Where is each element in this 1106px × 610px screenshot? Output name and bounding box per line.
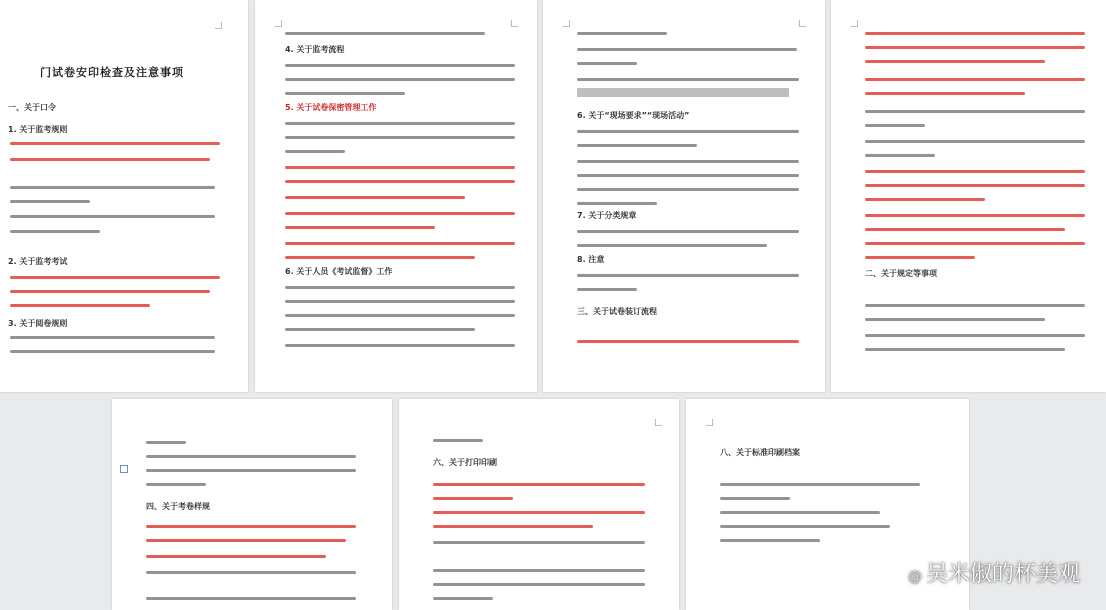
text-line bbox=[865, 256, 975, 259]
text-line bbox=[285, 196, 465, 199]
text-line bbox=[577, 230, 799, 233]
text-line bbox=[865, 228, 1065, 231]
document-page-2 bbox=[255, 0, 537, 392]
text-line bbox=[577, 78, 799, 81]
section-heading: 5. 关于试卷保密管理工作 bbox=[285, 103, 377, 112]
text-line bbox=[577, 48, 797, 51]
section-heading: 二、关于规定等事项 bbox=[865, 269, 937, 278]
page-corner-mark bbox=[851, 20, 858, 27]
text-line bbox=[146, 539, 346, 542]
text-line bbox=[433, 439, 483, 442]
text-line bbox=[865, 78, 1085, 81]
text-line bbox=[577, 174, 799, 177]
text-line bbox=[577, 62, 637, 65]
text-line bbox=[433, 541, 645, 544]
text-line bbox=[720, 483, 920, 486]
page-corner-mark bbox=[799, 20, 806, 27]
text-line bbox=[285, 166, 515, 169]
text-line bbox=[865, 198, 985, 201]
text-line bbox=[865, 60, 1045, 63]
text-line bbox=[146, 483, 206, 486]
text-line bbox=[577, 340, 799, 343]
text-line bbox=[285, 212, 515, 215]
watermark-text: 吴米俶的杯美观 bbox=[925, 562, 1080, 587]
text-line bbox=[865, 318, 1045, 321]
text-line bbox=[10, 290, 210, 293]
text-line bbox=[285, 92, 405, 95]
text-line bbox=[285, 180, 515, 183]
section-heading: 4. 关于监考流程 bbox=[285, 45, 345, 54]
text-line bbox=[577, 144, 697, 147]
watermark-at-symbol: @ bbox=[907, 569, 922, 585]
text-line bbox=[10, 215, 215, 218]
document-page-4 bbox=[831, 0, 1106, 392]
text-line bbox=[433, 583, 645, 586]
text-line bbox=[865, 214, 1085, 217]
text-line bbox=[10, 200, 90, 203]
text-line bbox=[865, 92, 1025, 95]
text-line bbox=[865, 334, 1085, 337]
page-corner-mark bbox=[563, 20, 570, 27]
text-line bbox=[577, 32, 667, 35]
text-line bbox=[285, 32, 485, 35]
text-line bbox=[577, 202, 657, 205]
text-line bbox=[577, 160, 799, 163]
document-page-5 bbox=[112, 399, 392, 610]
section-heading: 八、关于标准印刷档案 bbox=[720, 448, 800, 457]
text-line bbox=[577, 188, 799, 191]
text-line bbox=[285, 122, 515, 125]
text-line bbox=[865, 348, 1065, 351]
page-corner-mark bbox=[275, 20, 282, 27]
text-line bbox=[285, 344, 515, 347]
text-line bbox=[433, 483, 645, 486]
text-line bbox=[865, 46, 1085, 49]
text-line bbox=[146, 441, 186, 444]
text-line bbox=[433, 597, 493, 600]
text-line bbox=[285, 150, 345, 153]
text-line bbox=[577, 130, 799, 133]
page-corner-mark bbox=[511, 20, 518, 27]
text-line bbox=[865, 242, 1085, 245]
text-line bbox=[577, 288, 637, 291]
text-line bbox=[146, 555, 326, 558]
text-line bbox=[720, 525, 890, 528]
highlighted-text bbox=[577, 88, 789, 97]
text-line bbox=[433, 511, 645, 514]
text-line bbox=[285, 314, 515, 317]
text-line bbox=[865, 170, 1085, 173]
text-line bbox=[720, 539, 820, 542]
text-line bbox=[865, 304, 1085, 307]
text-line bbox=[720, 511, 880, 514]
text-line bbox=[285, 64, 515, 67]
text-line bbox=[285, 226, 435, 229]
text-line bbox=[10, 142, 220, 145]
document-page-6 bbox=[399, 399, 679, 610]
text-line bbox=[285, 78, 515, 81]
watermark bbox=[908, 557, 1080, 588]
section-heading: 6. 关于“现场要求”“现场活动” bbox=[577, 111, 690, 120]
page-title: 门试卷安印检查及注意事项 bbox=[40, 66, 184, 79]
text-line bbox=[865, 154, 935, 157]
text-line bbox=[577, 244, 767, 247]
text-line bbox=[865, 184, 1085, 187]
page-corner-mark bbox=[120, 465, 128, 473]
section-heading: 6. 关于人员《考试监督》工作 bbox=[285, 267, 393, 276]
section-heading: 7. 关于分类规章 bbox=[577, 211, 637, 220]
text-line bbox=[10, 230, 100, 233]
section-heading: 一、关于口令 bbox=[8, 103, 56, 112]
text-line bbox=[146, 469, 356, 472]
text-line bbox=[10, 336, 215, 339]
text-line bbox=[146, 597, 356, 600]
section-heading: 四、关于考卷样规 bbox=[146, 502, 210, 511]
text-line bbox=[865, 32, 1085, 35]
text-line bbox=[146, 571, 356, 574]
text-line bbox=[865, 124, 925, 127]
text-line bbox=[285, 136, 515, 139]
text-line bbox=[285, 300, 515, 303]
text-line bbox=[10, 350, 215, 353]
page-corner-mark bbox=[215, 22, 222, 29]
section-heading: 3. 关于阅卷规则 bbox=[8, 319, 68, 328]
text-line bbox=[865, 140, 1085, 143]
text-line bbox=[10, 276, 220, 279]
text-line bbox=[10, 186, 215, 189]
page-corner-mark bbox=[706, 419, 713, 426]
section-heading: 1. 关于监考规则 bbox=[8, 125, 68, 134]
page-corner-mark bbox=[655, 419, 662, 426]
document-page-3 bbox=[543, 0, 825, 392]
section-heading: 三、关于试卷装订流程 bbox=[577, 307, 657, 316]
text-line bbox=[285, 328, 475, 331]
text-line bbox=[577, 274, 799, 277]
text-line bbox=[285, 286, 515, 289]
text-line bbox=[433, 569, 645, 572]
document-page-1 bbox=[0, 0, 248, 392]
section-heading: 六、关于打印印刷 bbox=[433, 458, 497, 467]
text-line bbox=[285, 256, 475, 259]
text-line bbox=[433, 525, 593, 528]
section-heading: 2. 关于监考考试 bbox=[8, 257, 68, 266]
text-line bbox=[865, 110, 1085, 113]
text-line bbox=[433, 497, 513, 500]
text-line bbox=[10, 158, 210, 161]
text-line bbox=[146, 455, 356, 458]
section-heading: 8. 注意 bbox=[577, 255, 605, 264]
text-line bbox=[720, 497, 790, 500]
text-line bbox=[146, 525, 356, 528]
text-line bbox=[285, 242, 515, 245]
text-line bbox=[10, 304, 150, 307]
